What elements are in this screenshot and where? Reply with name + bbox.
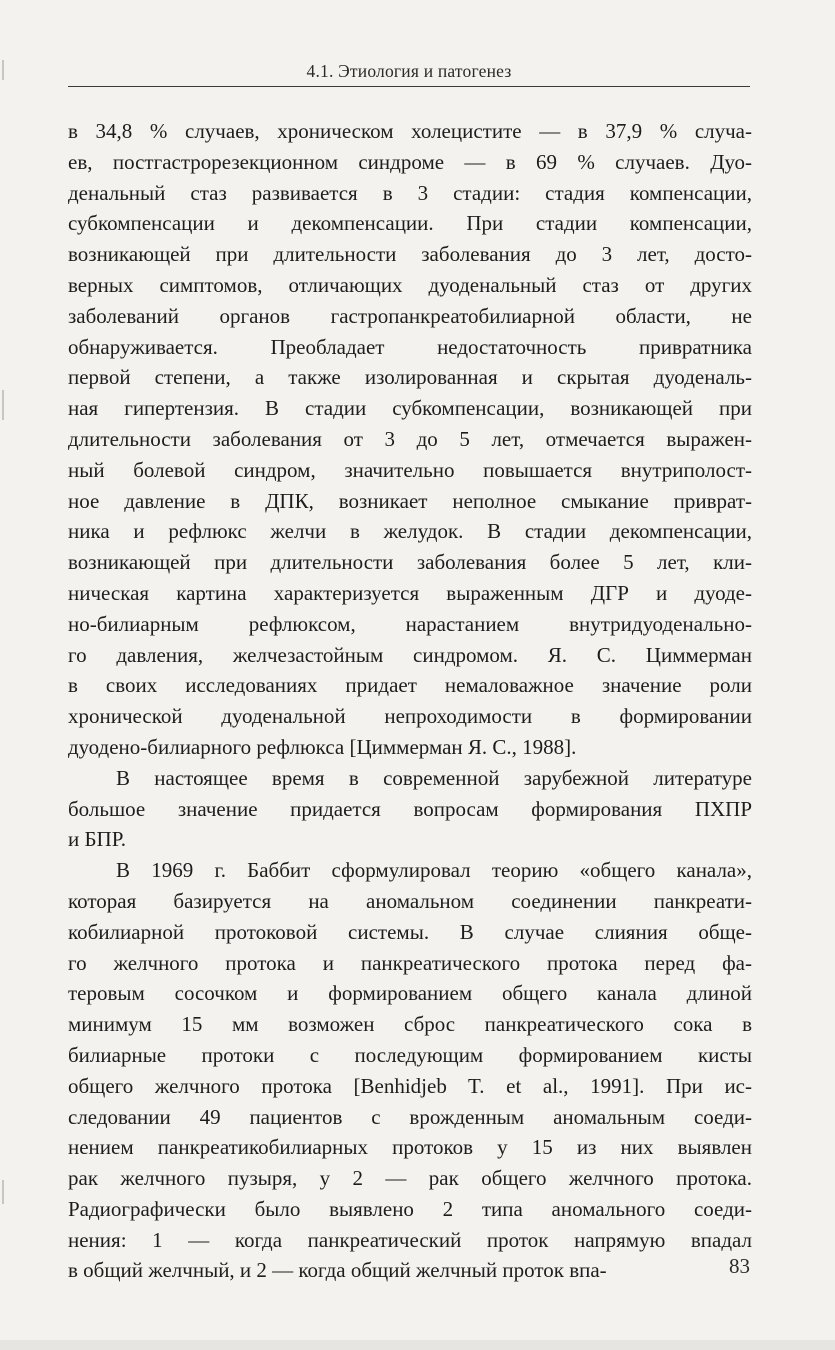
text-line: денальный стаз развивается в 3 стадии: стадия компенсации, bbox=[68, 180, 752, 205]
text-line: возникающей при длительности заболевания до 3 лет, досто- bbox=[68, 242, 752, 267]
text-line: нением панкреатикобилиарных протоков у 15 из них выявлен bbox=[68, 1135, 752, 1160]
scan-edge-mark bbox=[2, 390, 4, 420]
running-title: 4.1. Этиология и патогенез bbox=[306, 61, 512, 81]
text-line: В настоящее время в современной зарубежной литературе bbox=[116, 765, 752, 790]
text-line: но-билиарным рефлюксом, нарастанием внутридуоденально- bbox=[68, 611, 752, 636]
text-line: в 34,8 % случаев, хроническом холецистите — в 37,9 % случа- bbox=[68, 119, 752, 143]
text-line: дуодено-билиарного рефлюкса [Циммерман Я. С., 1988]. bbox=[68, 734, 577, 759]
text-line: хронической дуоденальной непроходимости в формировании bbox=[68, 704, 752, 729]
text-line: которая базируется на аномальном соединении панкреати- bbox=[68, 888, 752, 913]
text-line: минимум 15 мм возможен сброс панкреатического сока в bbox=[68, 1012, 752, 1037]
text-line: и БПР. bbox=[68, 827, 127, 852]
text-line: го давления, желчезастойным синдромом. Я. С. Циммерман bbox=[68, 642, 752, 667]
text-line: верных симптомов, отличающих дуоденальный стаз от других bbox=[68, 272, 752, 297]
running-header bbox=[68, 60, 750, 87]
text-line: в своих исследованиях придает немаловажное значение роли bbox=[68, 673, 752, 698]
text-line: нения: 1 — когда панкреатический проток напрямую впадал bbox=[68, 1227, 752, 1252]
scan-edge-mark bbox=[2, 60, 4, 80]
text-line: В 1969 г. Баббит сформулировал теорию «общего канала», bbox=[116, 858, 752, 883]
text-line: ная гипертензия. В стадии субкомпенсации, возникающей при bbox=[68, 396, 752, 421]
paragraph bbox=[68, 763, 752, 855]
text-line: ный болевой синдром, значительно повышается внутриполост- bbox=[68, 457, 752, 482]
text-line: билиарные протоки с последующим формированием кисты bbox=[68, 1042, 752, 1067]
text-line: возникающей при длительности заболевания более 5 лет, кли- bbox=[68, 550, 752, 575]
scan-edge-mark bbox=[2, 1180, 4, 1204]
text-line: первой степени, а также изолированная и скрытая дуоденаль- bbox=[68, 365, 752, 390]
text-line: субкомпенсации и декомпенсации. При стадии компенсации, bbox=[68, 211, 752, 236]
text-line: кобилиарной протоковой системы. В случае слияния обще- bbox=[68, 919, 752, 944]
text-line: ническая картина характеризуется выраженным ДГР и дуоде- bbox=[68, 580, 752, 605]
text-line: рак желчного пузыря, у 2 — рак общего желчного протока. bbox=[68, 1166, 752, 1191]
text-line: большое значение придается вопросам формирования ПХПР bbox=[68, 796, 752, 821]
text-line: в общий желчный, и 2 — когда общий желчный проток впа- bbox=[68, 1258, 607, 1283]
text-line: теровым сосочком и формированием общего канала длиной bbox=[68, 981, 752, 1006]
paragraph bbox=[68, 116, 752, 763]
main-text bbox=[68, 116, 752, 1286]
scan-bottom-edge bbox=[0, 1340, 835, 1350]
text-line: ное давление в ДПК, возникает неполное смыкание приврат- bbox=[68, 488, 752, 513]
text-line: следовании 49 пациентов с врожденным аномальным соеди- bbox=[68, 1104, 752, 1129]
text-line: длительности заболевания от 3 до 5 лет, отмечается выражен- bbox=[68, 426, 752, 451]
paragraph bbox=[68, 855, 752, 1286]
text-line: заболеваний органов гастропанкреатобилиарной области, не bbox=[68, 303, 752, 328]
text-line: Радиографически было выявлено 2 типа аномального соеди- bbox=[68, 1196, 752, 1221]
text-line: ев, постгастрорезекционном синдроме — в 69 % случаев. Дуо- bbox=[68, 149, 752, 174]
text-line: обнаруживается. Преобладает недостаточность привратника bbox=[68, 334, 752, 359]
text-line: общего желчного протока [Benhidjeb T. et al., 1991]. При ис- bbox=[68, 1073, 752, 1098]
text-line: ника и рефлюкс желчи в желудок. В стадии декомпенсации, bbox=[68, 519, 752, 544]
text-line: го желчного протока и панкреатического протока перед фа- bbox=[68, 950, 752, 975]
page-number: 83 bbox=[729, 1254, 750, 1278]
